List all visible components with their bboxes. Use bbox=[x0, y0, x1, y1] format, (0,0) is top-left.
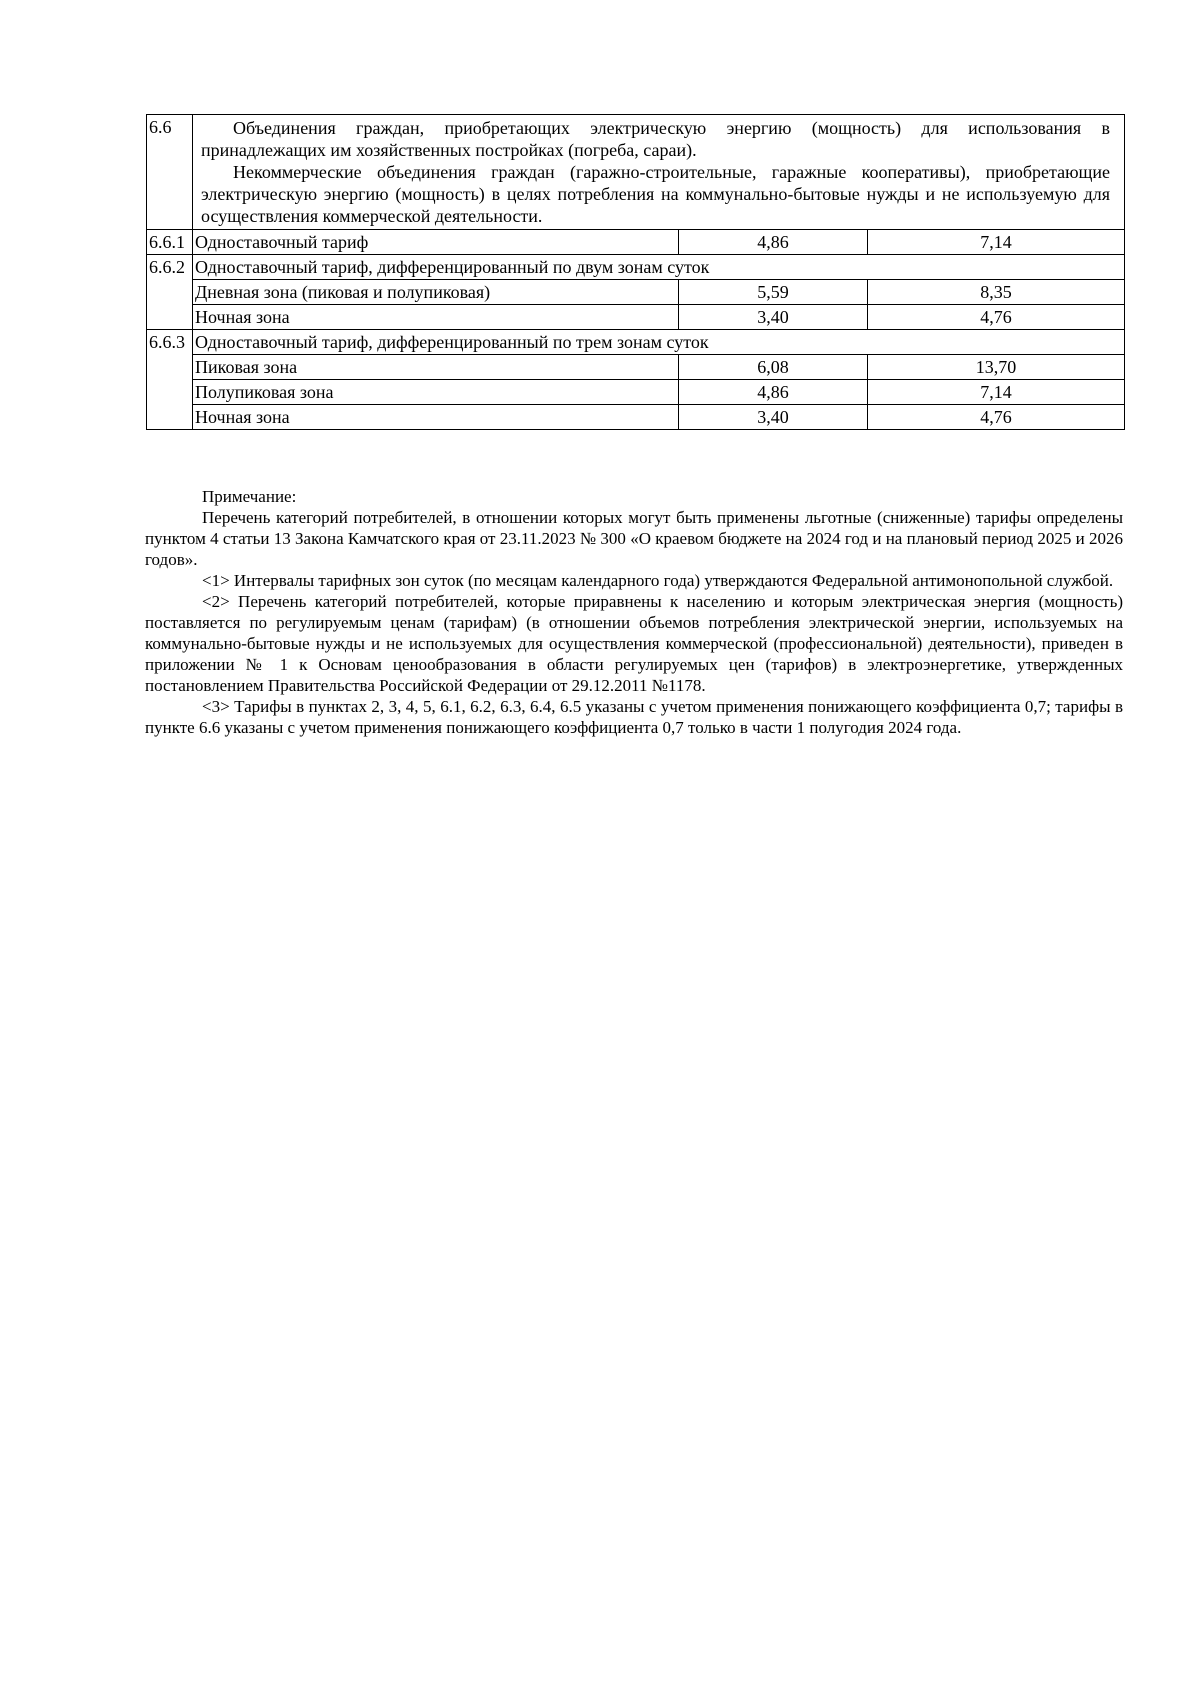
tariff-value: 4,86 bbox=[679, 380, 868, 405]
zone-label: Дневная зона (пиковая и полупиковая) bbox=[193, 280, 679, 305]
table-row bbox=[147, 405, 1125, 430]
tariff-value: 5,59 bbox=[679, 280, 868, 305]
row-label: Одноставочный тариф, дифференцированный по двум зонам суток bbox=[193, 255, 1125, 280]
tariff-value: 13,70 bbox=[868, 355, 1125, 380]
tariff-table bbox=[146, 114, 1125, 430]
note-paragraph: <1> Интервалы тарифных зон суток (по месяцам календарного года) утверждаются Федеральной антимонопольной службой. bbox=[202, 571, 1114, 590]
table-row bbox=[147, 305, 1125, 330]
tariff-value: 6,08 bbox=[679, 355, 868, 380]
zone-label: Полупиковая зона bbox=[193, 380, 679, 405]
item-number: 6.6.2 bbox=[147, 255, 193, 330]
table-row bbox=[147, 280, 1125, 305]
note-paragraph: Перечень категорий потребителей, в отношении которых могут быть применены льготные (сниженные) тарифы определены пунктом 4 статьи 13 Закона Камчатского края от 23.11.2023 № 300 «О краевом бюджете на 2024 год и на плановый период 2025 и 2026 годов». bbox=[145, 508, 1123, 569]
section-paragraph: Некоммерческие объединения граждан (гаражно-строительные, гаражные кооперативы), приобретающие электрическую энергию (мощность) в целях потребления на коммунально-бытовые нужды и не используемую для осуществления коммерческой деятельности. bbox=[201, 162, 1111, 226]
item-number: 6.6 bbox=[147, 115, 193, 230]
table-row bbox=[147, 330, 1125, 355]
row-label: Одноставочный тариф bbox=[193, 230, 679, 255]
table-row bbox=[147, 115, 1125, 230]
tariff-value: 3,40 bbox=[679, 305, 868, 330]
section-description bbox=[193, 115, 1125, 230]
note-paragraph: <2> Перечень категорий потребителей, которые приравнены к населению и которым электрическая энергия (мощность) поставляется по регулируемым ценам (тарифам) (в отношении объемов потребления электрической энергии, используемых на коммунально-бытовые нужды и не используемых для осуществления коммерческой (профессиональной) деятельности), приведен в приложении № 1 к Основам ценообразования в области регулируемых цен (тарифов) в электроэнергетике, утвержденных постановлением Правительства Российской Федерации от 29.12.2011 №1178. bbox=[145, 592, 1123, 695]
tariff-value: 4,86 bbox=[679, 230, 868, 255]
table-row bbox=[147, 380, 1125, 405]
tariff-value: 4,76 bbox=[868, 405, 1125, 430]
tariff-value: 4,76 bbox=[868, 305, 1125, 330]
item-number: 6.6.1 bbox=[147, 230, 193, 255]
tariff-value: 3,40 bbox=[679, 405, 868, 430]
zone-label: Ночная зона bbox=[193, 305, 679, 330]
table-row bbox=[147, 355, 1125, 380]
tariff-value: 7,14 bbox=[868, 380, 1125, 405]
item-number: 6.6.3 bbox=[147, 330, 193, 430]
tariff-value: 7,14 bbox=[868, 230, 1125, 255]
row-label: Одноставочный тариф, дифференцированный по трем зонам суток bbox=[193, 330, 1125, 355]
note-paragraph: <3> Тарифы в пунктах 2, 3, 4, 5, 6.1, 6.2, 6.3, 6.4, 6.5 указаны с учетом применения понижающего коэффициента 0,7; тарифы в пункте 6.6 указаны с учетом применения понижающего коэффициента 0,7 только в части 1 полугодия 2024 года. bbox=[145, 697, 1123, 737]
zone-label: Ночная зона bbox=[193, 405, 679, 430]
tariff-value: 8,35 bbox=[868, 280, 1125, 305]
notes-heading: Примечание: bbox=[202, 487, 297, 506]
table-row bbox=[147, 230, 1125, 255]
section-paragraph: Объединения граждан, приобретающих электрическую энергию (мощность) для использования в принадлежащих им хозяйственных постройках (погреба, сараи). bbox=[201, 118, 1111, 160]
zone-label: Пиковая зона bbox=[193, 355, 679, 380]
notes-section bbox=[145, 486, 1123, 738]
table-row bbox=[147, 255, 1125, 280]
